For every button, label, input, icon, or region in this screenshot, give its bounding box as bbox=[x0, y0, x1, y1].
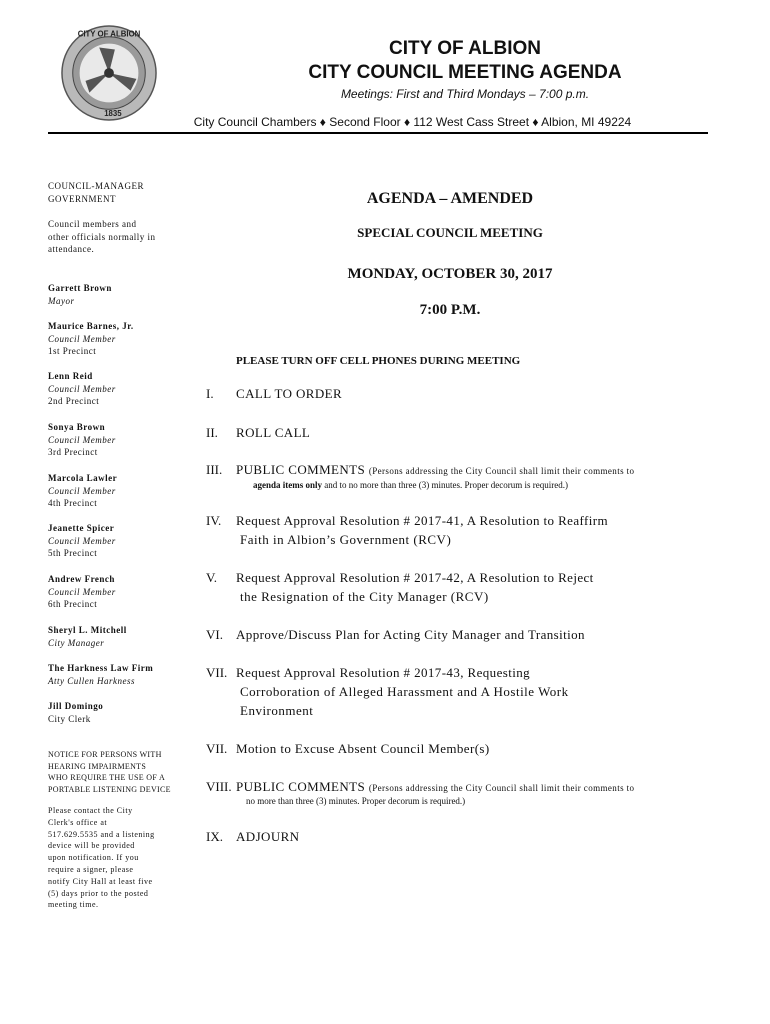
person-role: Council Member bbox=[48, 434, 116, 445]
item-number: I. bbox=[206, 386, 214, 401]
person-role: Council Member bbox=[48, 333, 116, 344]
item-number: IX. bbox=[206, 829, 223, 844]
contact-line: meeting time. bbox=[48, 900, 99, 910]
person-precinct: 2nd Precinct bbox=[48, 396, 100, 406]
person-name: Jill Domingo bbox=[48, 701, 104, 711]
person-role: Council Member bbox=[48, 586, 116, 597]
item-note: (Persons addressing the City Council shall limit their comments to bbox=[368, 466, 635, 476]
contact-line: notify City Hall at least five bbox=[48, 876, 153, 886]
person-role: Atty Cullen Harkness bbox=[48, 675, 135, 686]
agenda-item-resolution-43-cont2: Environment bbox=[240, 703, 314, 718]
sidebar-members-note bbox=[48, 218, 198, 256]
item-note-rest: and to no more than three (3) minutes. Proper decorum is required.) bbox=[322, 480, 568, 490]
notice-line: NOTICE FOR PERSONS WITH bbox=[48, 750, 162, 759]
person-name: Andrew French bbox=[48, 574, 115, 584]
person-block bbox=[48, 472, 198, 510]
item-number: VIII. bbox=[206, 779, 232, 794]
item-title: PUBLIC COMMENTS bbox=[236, 779, 366, 794]
person-name: Sheryl L. Mitchell bbox=[48, 625, 127, 635]
agenda-item-roll-call: ROLL CALL bbox=[236, 425, 311, 440]
contact-line: (5) days prior to the posted bbox=[48, 888, 149, 898]
meeting-time: 7:00 P.M. bbox=[419, 302, 481, 318]
person-name: Sonya Brown bbox=[48, 422, 106, 432]
agenda-item-resolution-41-cont: Faith in Albion’s Government (RCV) bbox=[240, 532, 452, 547]
meeting-schedule: Meetings: First and Third Mondays – 7:00 p.m. bbox=[340, 87, 590, 101]
agenda-item-acting-manager: Approve/Discuss Plan for Acting City Manager and Transition bbox=[236, 627, 585, 642]
person-role: City Clerk bbox=[48, 713, 91, 724]
meeting-date: MONDAY, OCTOBER 30, 2017 bbox=[347, 266, 553, 282]
item-number: VII. bbox=[206, 665, 228, 680]
agenda-item-resolution-43-cont: Corroboration of Alleged Harassment and A Hostile Work bbox=[240, 684, 569, 699]
contact-line: Please contact the City bbox=[48, 806, 133, 815]
special-meeting-heading: SPECIAL COUNCIL MEETING bbox=[357, 225, 543, 240]
person-block bbox=[48, 624, 198, 649]
members-line-1: Council members and bbox=[48, 219, 137, 229]
person-name: Garrett Brown bbox=[48, 283, 112, 293]
agenda-item-public-comments bbox=[236, 462, 634, 478]
contact-line: 517.629.5535 and a listening bbox=[48, 829, 155, 839]
agenda-item-resolution-41: Request Approval Resolution # 2017-41, A Resolution to Reaffirm bbox=[236, 513, 608, 528]
person-block bbox=[48, 282, 198, 307]
person-name: Jeanette Spicer bbox=[48, 523, 115, 533]
agenda-item-public-comments-2 bbox=[236, 779, 634, 795]
agenda-item-resolution-42: Request Approval Resolution # 2017-42, A Resolution to Reject bbox=[236, 570, 594, 585]
person-block bbox=[48, 700, 198, 725]
agenda-title: CITY COUNCIL MEETING AGENDA bbox=[308, 62, 622, 83]
agenda-item-call-to-order: CALL TO ORDER bbox=[236, 386, 343, 401]
person-role: Mayor bbox=[48, 295, 75, 306]
person-precinct: 3rd Precinct bbox=[48, 447, 98, 457]
person-role: City Manager bbox=[48, 637, 105, 648]
person-precinct: 4th Precinct bbox=[48, 498, 98, 508]
agenda-item-resolution-42-cont: the Resignation of the City Manager (RCV) bbox=[240, 589, 489, 604]
meeting-address: City Council Chambers ♦ Second Floor ♦ 112 West Cass Street ♦ Albion, MI 49224 bbox=[193, 115, 632, 129]
item-number: IV. bbox=[206, 513, 222, 528]
person-role: Council Member bbox=[48, 485, 116, 496]
seal-text: CITY OF ALBION bbox=[77, 29, 141, 39]
members-line-2: other officials normally in bbox=[48, 231, 156, 242]
agenda-item-excuse-absent: Motion to Excuse Absent Council Member(s) bbox=[236, 741, 490, 756]
person-name: The Harkness Law Firm bbox=[48, 663, 154, 673]
item-number: V. bbox=[206, 570, 217, 585]
person-name: Maurice Barnes, Jr. bbox=[48, 321, 134, 331]
members-line-3: attendance. bbox=[48, 244, 95, 254]
agenda-item-adjourn: ADJOURN bbox=[236, 829, 300, 844]
agenda-item-resolution-43: Request Approval Resolution # 2017-43, Requesting bbox=[236, 665, 531, 680]
contact-line: require a signer, please bbox=[48, 864, 134, 874]
item-number: III. bbox=[206, 462, 223, 477]
contact-line: device will be provided bbox=[48, 841, 135, 851]
item-note: (Persons addressing the City Council shall limit their comments to bbox=[368, 783, 635, 793]
person-block bbox=[48, 522, 198, 560]
header-divider bbox=[48, 132, 708, 134]
agenda-amended-heading: AGENDA – AMENDED bbox=[366, 190, 534, 207]
sidebar-government bbox=[48, 180, 198, 205]
person-block bbox=[48, 421, 198, 459]
gov-line-1: COUNCIL-MANAGER bbox=[48, 181, 144, 191]
person-role: Council Member bbox=[48, 535, 116, 546]
person-block bbox=[48, 320, 198, 358]
item-number: VI. bbox=[206, 627, 223, 642]
person-precinct: 5th Precinct bbox=[48, 548, 98, 558]
person-role: Council Member bbox=[48, 383, 116, 394]
person-block bbox=[48, 370, 198, 408]
person-precinct: 6th Precinct bbox=[48, 599, 98, 609]
person-name: Lenn Reid bbox=[48, 371, 93, 381]
item-title: PUBLIC COMMENTS bbox=[236, 462, 366, 477]
notice-line: PORTABLE LISTENING DEVICE bbox=[48, 784, 171, 794]
person-name: Marcola Lawler bbox=[48, 473, 118, 483]
person-block bbox=[48, 662, 198, 687]
item-note-line-2: no more than three (3) minutes. Proper decorum is required.) bbox=[246, 796, 466, 806]
cell-phone-notice: PLEASE TURN OFF CELL PHONES DURING MEETING bbox=[236, 355, 521, 367]
item-number: II. bbox=[206, 425, 218, 440]
seal-year: 1835 bbox=[104, 109, 122, 119]
city-name: CITY OF ALBION bbox=[389, 38, 541, 59]
hearing-notice bbox=[48, 749, 198, 795]
contact-notice bbox=[48, 805, 198, 911]
notice-line: WHO REQUIRE THE USE OF A bbox=[48, 773, 166, 782]
item-number: VII. bbox=[206, 741, 228, 756]
person-block bbox=[48, 573, 198, 611]
contact-line: upon notification. If you bbox=[48, 853, 139, 863]
contact-line: Clerk's office at bbox=[48, 817, 108, 827]
gov-line-2: GOVERNMENT bbox=[48, 193, 116, 204]
notice-line: HEARING IMPAIRMENTS bbox=[48, 761, 147, 771]
item-note-bold: agenda items only bbox=[253, 480, 323, 490]
person-precinct: 1st Precinct bbox=[48, 346, 97, 356]
item-note-line-2 bbox=[253, 480, 568, 490]
